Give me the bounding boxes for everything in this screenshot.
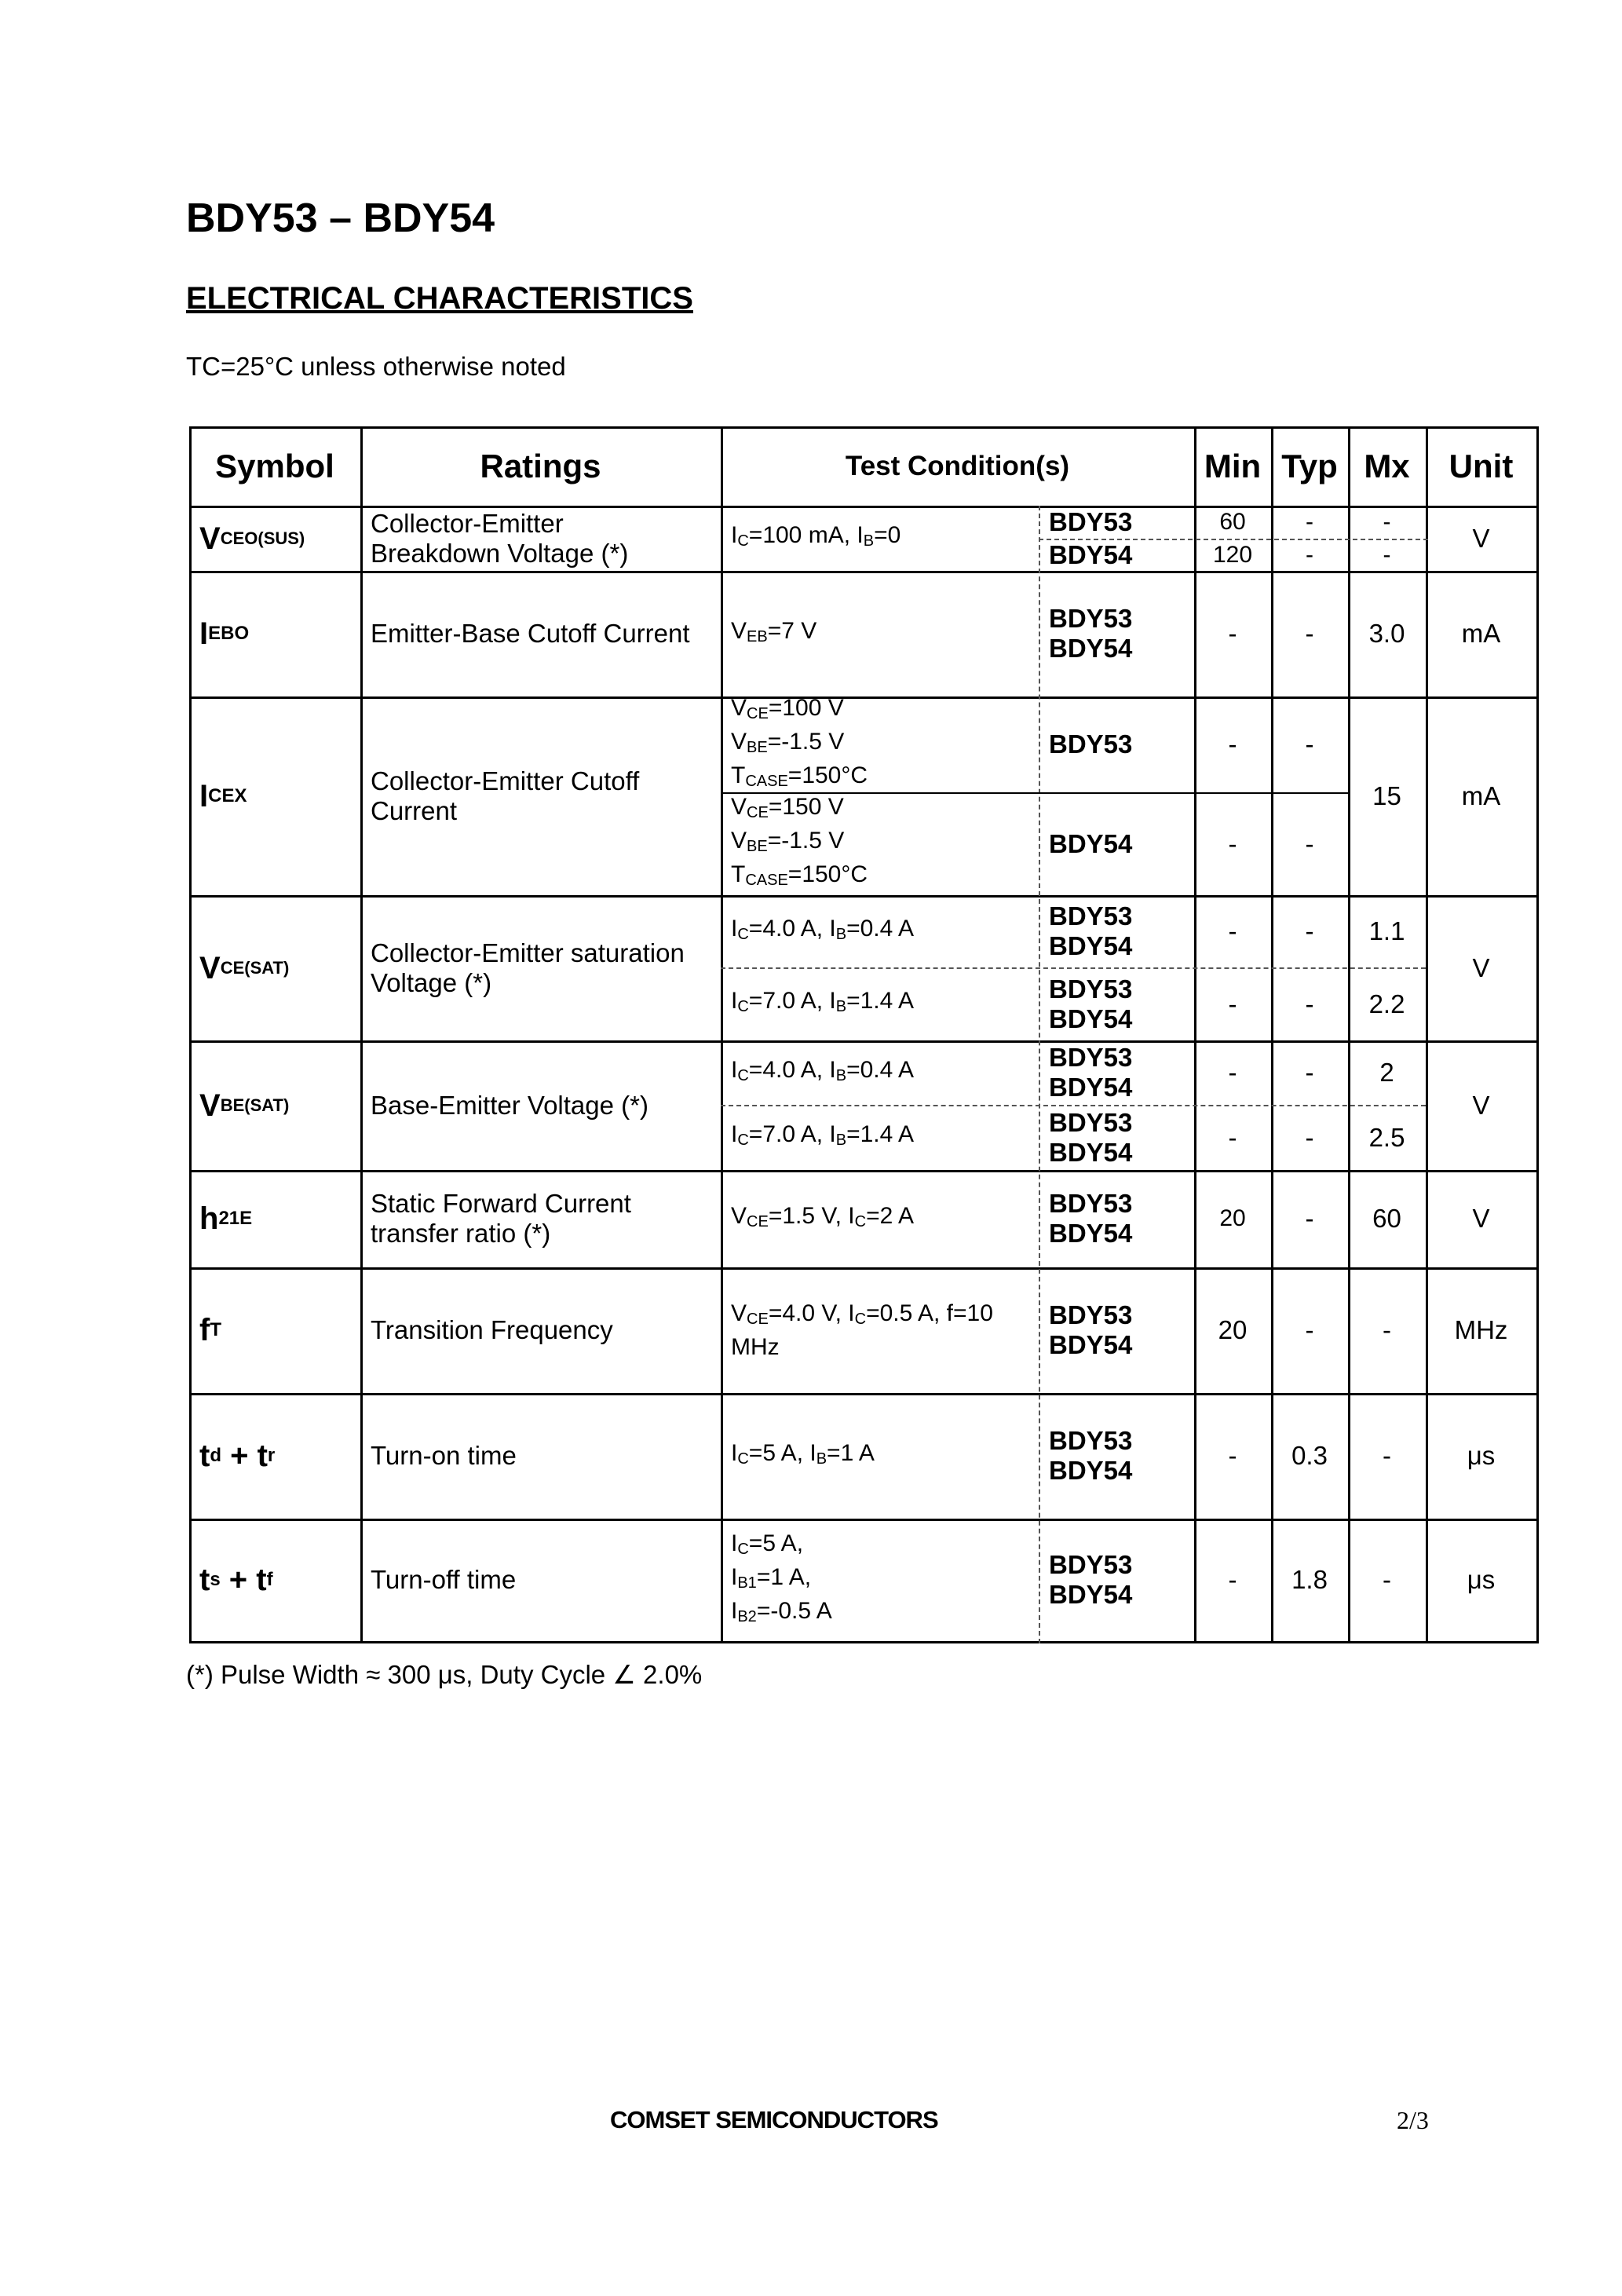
symbol-vceo-sus: V CEO(SUS): [199, 521, 305, 556]
min-value: -: [1228, 989, 1237, 1018]
condition-icex-bdy54: $V_{CE}=150$ V $V_{BE}=-1.5$ V $T_{CASE}=150^\circ C$: [731, 794, 868, 889]
rating-line: transfer ratio (*): [371, 1219, 551, 1248]
electrical-characteristics-table: [189, 426, 1536, 1641]
devices-vbe-sat-1: [1039, 1040, 1194, 1105]
device-bdy53: BDY53: [1049, 1189, 1133, 1218]
min-value: -: [1228, 916, 1237, 945]
rating-iebo: Emitter-Base Cutoff Current: [371, 619, 690, 648]
symbol-vbe-sat: V BE(SAT): [199, 1088, 290, 1123]
typ-value: -: [1305, 916, 1314, 945]
devices-turn-off: [1039, 1519, 1194, 1641]
min-value: -: [1228, 1122, 1237, 1152]
devices-vbe-sat-2: [1039, 1105, 1194, 1170]
max-value: -: [1383, 509, 1391, 535]
header-typ: Typ: [1281, 447, 1338, 484]
page-number: 2/3: [1397, 2106, 1429, 2134]
condition-vbe-sat-1: $I_C=4.0$ A, $I_B=0.4$ A: [731, 1056, 914, 1084]
device-bdy54: BDY54: [1049, 1219, 1133, 1248]
rating-line: Collector-Emitter: [371, 508, 564, 538]
devices-h21e: [1039, 1170, 1194, 1267]
condition-turn-off: $I_C=5$ A, $I_{B1}=1$ A, $I_{B2}=-0.5$ A: [731, 1530, 832, 1625]
typ-value: -: [1305, 729, 1314, 759]
rating-vce-sat: [360, 895, 721, 1040]
devices-turn-on: [1039, 1393, 1194, 1519]
rating-line: Current: [371, 795, 458, 825]
device-bdy54: BDY54: [1049, 1073, 1133, 1102]
min-value: -: [1228, 729, 1237, 759]
device-bdy54: BDY54: [1049, 1137, 1133, 1167]
symbol-ft: f T: [199, 1313, 221, 1347]
device-bdy53: BDY53: [1049, 1550, 1133, 1579]
device-bdy54: BDY54: [1049, 539, 1133, 569]
min-value: 120: [1212, 541, 1253, 568]
header-unit: Unit: [1448, 447, 1514, 484]
document-title: BDY53 – BDY54: [186, 196, 495, 241]
rating-line: Static Forward Current: [371, 1189, 631, 1218]
typ-value: -: [1306, 541, 1313, 568]
unit-value: mA: [1461, 781, 1501, 810]
min-value: -: [1228, 1565, 1237, 1594]
device-bdy54: BDY54: [1049, 931, 1133, 960]
typ-value: 0.3: [1291, 1441, 1328, 1470]
devices-vce-sat-1: [1039, 895, 1194, 967]
typ-value: -: [1305, 828, 1314, 858]
device-bdy54: BDY54: [1049, 828, 1133, 858]
max-value: 1.1: [1368, 916, 1405, 945]
rating-icex: [360, 696, 721, 895]
rating-line: Collector-Emitter Cutoff: [371, 766, 640, 795]
max-value: 2: [1379, 1058, 1394, 1087]
max-value: -: [1383, 1441, 1391, 1470]
conditions-note: TC=25°C unless otherwise noted: [186, 352, 566, 381]
rating-vceo-sus: [360, 506, 721, 571]
symbol-vce-sat: V CE(SAT): [199, 950, 290, 985]
rating-line: Voltage (*): [371, 967, 492, 997]
max-value: 15: [1372, 781, 1401, 810]
device-bdy53: BDY53: [1049, 1300, 1133, 1329]
min-value: -: [1228, 1441, 1237, 1470]
device-bdy53: BDY53: [1049, 507, 1133, 536]
symbol-icex: I CEX: [199, 778, 247, 813]
device-bdy53: BDY53: [1049, 901, 1133, 930]
typ-value: -: [1305, 619, 1314, 648]
condition-h21e: $V_{CE}=1.5$ V, $I_C=2$ A: [731, 1202, 914, 1230]
header-min: Min: [1204, 447, 1262, 484]
symbol-h21e: h 21E: [199, 1201, 253, 1236]
rating-ft: Transition Frequency: [371, 1315, 613, 1344]
condition-vbe-sat-2: $I_C=7.0$ A, $I_B=1.4$ A: [731, 1121, 914, 1149]
unit-value: V: [1472, 952, 1490, 982]
typ-value: -: [1305, 1315, 1314, 1344]
footnote: (*) Pulse Width ≈ 300 μs, Duty Cycle ∠ 2.0%: [186, 1660, 703, 1689]
footer-company: COMSET SEMICONDUCTORS: [610, 2106, 938, 2133]
max-value: -: [1383, 541, 1391, 568]
devices-ft: [1039, 1267, 1194, 1393]
typ-value: -: [1306, 509, 1313, 535]
section-title: ELECTRICAL CHARACTERISTICS: [186, 281, 693, 316]
max-value: 2.5: [1368, 1122, 1405, 1152]
device-bdy53: BDY53: [1049, 1043, 1133, 1072]
condition-iebo: $V_{EB}=7$ V: [731, 617, 817, 645]
header-ratings: Ratings: [480, 447, 601, 484]
unit-value: V: [1472, 1204, 1490, 1233]
condition-vceo-sus: $I_C=100$ mA, $I_B=0$: [731, 522, 901, 550]
device-bdy53: BDY53: [1049, 1107, 1133, 1137]
max-value: -: [1383, 1315, 1391, 1344]
max-value: 3.0: [1368, 619, 1405, 648]
device-bdy54: BDY54: [1049, 634, 1133, 663]
min-value: -: [1228, 1058, 1237, 1087]
typ-value: -: [1305, 1204, 1314, 1233]
device-bdy54: BDY54: [1049, 1004, 1133, 1033]
condition-turn-on: $I_C=5$ A, $I_B=1$ A: [731, 1439, 875, 1468]
unit-value: mA: [1461, 619, 1501, 648]
condition-vce-sat-2: $I_C=7.0$ A, $I_B=1.4$ A: [731, 988, 914, 1015]
symbol-turn-on: t d + t r: [199, 1439, 276, 1473]
device-bdy53: BDY53: [1049, 729, 1133, 759]
rating-turn-off: Turn-off time: [371, 1565, 517, 1594]
rating-h21e: [360, 1170, 721, 1267]
condition-icex-bdy53: $V_{CE}=100$ V $V_{BE}=-1.5$ V $T_{CASE}=150^\circ C$: [731, 694, 868, 790]
devices-iebo: [1039, 571, 1194, 696]
rating-line: Collector-Emitter saturation: [371, 938, 685, 967]
max-value: 60: [1372, 1204, 1401, 1233]
devices-vce-sat-2: [1039, 967, 1194, 1040]
max-value: 2.2: [1368, 989, 1405, 1018]
device-bdy54: BDY54: [1049, 1330, 1133, 1359]
table-border-bottom: [189, 1641, 1536, 1643]
device-bdy54: BDY54: [1049, 1456, 1133, 1485]
condition-vce-sat-1: $I_C=4.0$ A, $I_B=0.4$ A: [731, 915, 914, 943]
table-border-right: [1536, 426, 1539, 1643]
typ-value: -: [1305, 989, 1314, 1018]
typ-value: 1.8: [1291, 1565, 1328, 1594]
unit-value: μs: [1467, 1565, 1496, 1594]
symbol-iebo: I EBO: [199, 616, 250, 651]
rating-line: Breakdown Voltage (*): [371, 538, 629, 568]
typ-value: -: [1305, 1122, 1314, 1152]
unit-value: V: [1472, 1090, 1490, 1120]
rating-turn-on: Turn-on time: [371, 1441, 517, 1470]
unit-value: μs: [1467, 1441, 1496, 1470]
min-value: -: [1228, 828, 1237, 858]
condition-ft: $V_{CE}=4.0$ V, $I_C=0.5$ A, f=10 MHz: [731, 1300, 993, 1360]
device-bdy53: BDY53: [1049, 604, 1133, 633]
device-bdy53: BDY53: [1049, 974, 1133, 1004]
unit-value: V: [1472, 523, 1490, 553]
max-value: -: [1383, 1565, 1391, 1594]
min-value: 20: [1219, 1205, 1246, 1231]
rating-vbe-sat: Base-Emitter Voltage (*): [371, 1090, 648, 1120]
symbol-turn-off: t s + t f: [199, 1563, 273, 1597]
min-value: 20: [1218, 1315, 1248, 1344]
min-value: 60: [1219, 509, 1246, 535]
header-max: Mx: [1364, 447, 1410, 484]
typ-value: -: [1305, 1058, 1314, 1087]
device-bdy53: BDY53: [1049, 1426, 1133, 1455]
unit-value: MHz: [1454, 1315, 1508, 1344]
device-bdy54: BDY54: [1049, 1580, 1133, 1609]
min-value: -: [1228, 619, 1237, 648]
header-symbol: Symbol: [215, 447, 334, 484]
header-test-conditions: Test Condition(s): [845, 450, 1070, 481]
